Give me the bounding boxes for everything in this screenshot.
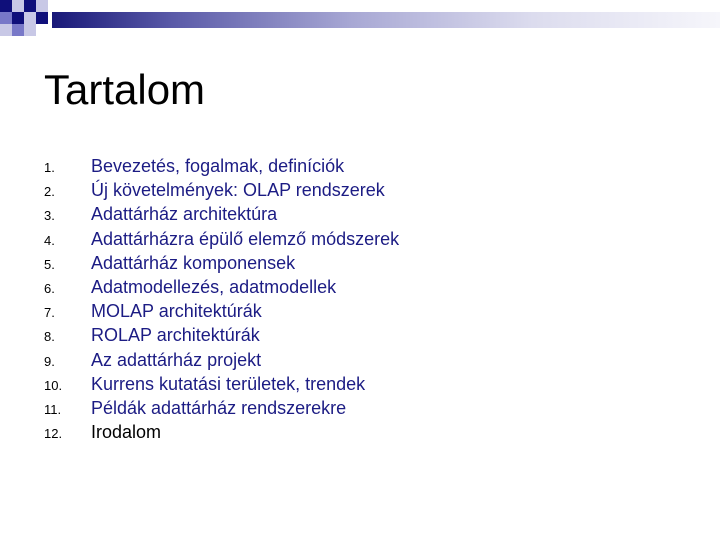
decoration-square	[24, 24, 36, 36]
header-band	[52, 12, 720, 28]
decoration-square	[12, 12, 24, 24]
agenda-item-label: Adattárház komponensek	[91, 252, 296, 273]
decoration-square	[0, 24, 12, 36]
decoration-square	[24, 0, 36, 12]
agenda-item	[44, 398, 684, 422]
agenda-item-number: 9.	[44, 353, 55, 369]
decoration-square	[12, 24, 24, 36]
agenda-item	[44, 204, 684, 228]
agenda-item	[44, 350, 684, 374]
agenda-item-label: Irodalom	[91, 422, 162, 443]
agenda-item	[44, 156, 684, 180]
agenda-item-label: MOLAP architektúrák	[91, 301, 262, 322]
corner-decoration	[0, 0, 60, 44]
agenda-item-label: Adatmodellezés, adatmodellek	[91, 276, 337, 297]
decoration-square	[0, 12, 12, 24]
agenda-item-label: Adattárház architektúra	[91, 204, 278, 225]
agenda-item-label: Kurrens kutatási területek, trendek	[91, 373, 366, 394]
agenda-item-number: 6.	[44, 280, 55, 296]
agenda-item-label: Adattárházra épülő elemző módszerek	[91, 228, 400, 249]
agenda-item	[44, 229, 684, 253]
agenda-item-number: 4.	[44, 232, 55, 248]
agenda-item-number: 7.	[44, 305, 55, 321]
agenda-item-current	[44, 422, 684, 446]
slide-title: Tartalom	[44, 66, 206, 113]
agenda-item-label: Példák adattárház rendszerekre	[91, 397, 347, 418]
agenda-item	[44, 277, 684, 301]
agenda-item-number: 3.	[44, 208, 55, 224]
decoration-square	[36, 12, 48, 24]
agenda-item-label: Bevezetés, fogalmak, definíciók	[91, 156, 345, 176]
agenda-item-label: Új követelmények: OLAP rendszerek	[91, 180, 385, 201]
agenda-item-number: 2.	[44, 184, 55, 200]
agenda-item	[44, 301, 684, 325]
decoration-square	[36, 0, 48, 12]
agenda-list	[44, 156, 684, 446]
decoration-square	[0, 0, 12, 12]
agenda-item	[44, 374, 684, 398]
agenda-item	[44, 253, 684, 277]
agenda-item-label: ROLAP architektúrák	[91, 325, 260, 346]
agenda-item-number: 12.	[44, 426, 63, 442]
agenda-item-number: 5.	[44, 256, 55, 272]
agenda-item-number: 1.	[44, 160, 55, 175]
agenda-item-number: 11.	[44, 401, 62, 417]
agenda-item-number: 10.	[44, 377, 63, 393]
decoration-square	[24, 12, 36, 24]
agenda-item	[44, 180, 684, 204]
agenda-item	[44, 325, 684, 349]
agenda-item-label: Az adattárház projekt	[91, 349, 262, 370]
decoration-square	[12, 0, 24, 12]
agenda-item-number: 8.	[44, 329, 55, 345]
